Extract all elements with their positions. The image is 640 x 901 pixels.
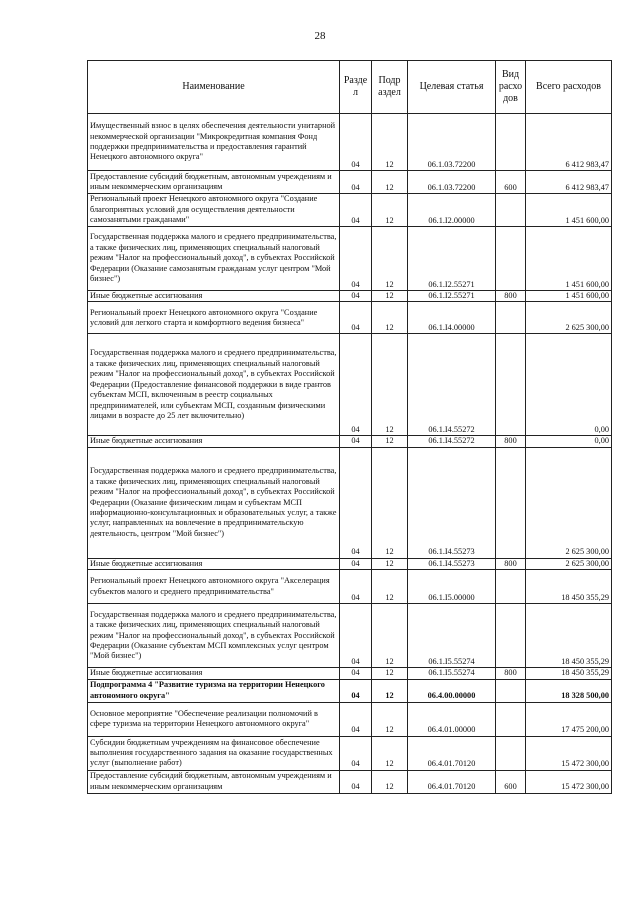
row-section-cell: 04 xyxy=(340,702,372,736)
row-subsection-cell: 12 xyxy=(372,227,408,291)
header-total: Всего расходов xyxy=(526,61,612,114)
row-expense-type-cell xyxy=(496,702,526,736)
row-name-cell: Иные бюджетные ассигнования xyxy=(88,668,340,679)
row-expense-type-cell: 600 xyxy=(496,171,526,194)
row-section-cell: 04 xyxy=(340,679,372,702)
row-expense-type-cell xyxy=(496,334,526,436)
row-subsection-cell: 12 xyxy=(372,194,408,227)
row-name-cell: Региональный проект Ненецкого автономного округа "Создание условий для легкого старта и комфортного ведения бизнеса" xyxy=(88,302,340,334)
row-total-cell: 1 451 600,00 xyxy=(526,194,612,227)
row-section-cell: 04 xyxy=(340,668,372,679)
row-name-cell: Подпрограмма 4 "Развитие туризма на территории Ненецкого автономного округа" xyxy=(88,679,340,702)
table-row xyxy=(88,570,612,604)
row-subsection-cell: 12 xyxy=(372,114,408,171)
row-expense-type-cell xyxy=(496,604,526,668)
row-subsection-cell: 12 xyxy=(372,736,408,770)
row-total-cell: 18 328 500,00 xyxy=(526,679,612,702)
row-target-cell: 06.1.I4.00000 xyxy=(408,302,496,334)
row-section-cell: 04 xyxy=(340,291,372,302)
row-expense-type-cell xyxy=(496,679,526,702)
row-target-cell: 06.1.I2.55271 xyxy=(408,227,496,291)
row-target-cell: 06.4.01.70120 xyxy=(408,770,496,793)
row-section-cell: 04 xyxy=(340,334,372,436)
row-total-cell: 2 625 300,00 xyxy=(526,447,612,558)
row-total-cell: 0,00 xyxy=(526,334,612,436)
row-expense-type-cell xyxy=(496,302,526,334)
header-name: Наименование xyxy=(88,61,340,114)
row-section-cell: 04 xyxy=(340,447,372,558)
row-total-cell: 6 412 983,47 xyxy=(526,114,612,171)
row-total-cell: 6 412 983,47 xyxy=(526,171,612,194)
row-name-cell: Имущественный взнос в целях обеспечения деятельности унитарной некоммерческой организации "Микрокредитная компания Фонд поддержки предпринимательства и предоставления гарантий Ненецкого автономного округа" xyxy=(88,114,340,171)
row-section-cell: 04 xyxy=(340,436,372,447)
header-section: Разде л xyxy=(340,61,372,114)
table-row xyxy=(88,302,612,334)
row-subsection-cell: 12 xyxy=(372,604,408,668)
row-subsection-cell: 12 xyxy=(372,447,408,558)
row-name-cell: Предоставление субсидий бюджетным, автономным учреждениям и иным некоммерческим организациям xyxy=(88,770,340,793)
header-expense-type: Вид расхо дов xyxy=(496,61,526,114)
table-row xyxy=(88,558,612,569)
row-target-cell: 06.1.03.72200 xyxy=(408,114,496,171)
row-total-cell: 2 625 300,00 xyxy=(526,558,612,569)
row-name-cell: Государственная поддержка малого и среднего предпринимательства, а также физических лиц, применяющих специальный налоговый режим "Налог на профессиональный доход", в субъектах Российской Федерации (Оказание физическим лицам и субъектам МСП информационно-консультационных и образовательных услуг, а также услуг, направленных на вовлечение в предпринимательскую деятельность, центром "Мой бизнес") xyxy=(88,447,340,558)
row-total-cell: 2 625 300,00 xyxy=(526,302,612,334)
row-subsection-cell: 12 xyxy=(372,171,408,194)
row-target-cell: 06.1.I5.00000 xyxy=(408,570,496,604)
row-expense-type-cell xyxy=(496,447,526,558)
row-total-cell: 15 472 300,00 xyxy=(526,770,612,793)
row-expense-type-cell: 800 xyxy=(496,291,526,302)
row-expense-type-cell: 800 xyxy=(496,558,526,569)
table-row xyxy=(88,334,612,436)
table-row xyxy=(88,668,612,679)
row-section-cell: 04 xyxy=(340,171,372,194)
row-total-cell: 1 451 600,00 xyxy=(526,227,612,291)
row-subsection-cell: 12 xyxy=(372,302,408,334)
row-target-cell: 06.1.I4.55273 xyxy=(408,558,496,569)
row-target-cell: 06.1.03.72200 xyxy=(408,171,496,194)
row-name-cell: Основное мероприятие "Обеспечение реализации полномочий в сфере туризма на территории Ненецкого автономного округа" xyxy=(88,702,340,736)
row-section-cell: 04 xyxy=(340,558,372,569)
row-target-cell: 06.1.I4.55272 xyxy=(408,334,496,436)
row-subsection-cell: 12 xyxy=(372,702,408,736)
row-subsection-cell: 12 xyxy=(372,334,408,436)
table-row xyxy=(88,604,612,668)
row-expense-type-cell xyxy=(496,114,526,171)
table-row xyxy=(88,702,612,736)
row-name-cell: Иные бюджетные ассигнования xyxy=(88,436,340,447)
row-target-cell: 06.1.I2.00000 xyxy=(408,194,496,227)
row-name-cell: Иные бюджетные ассигнования xyxy=(88,558,340,569)
table-row xyxy=(88,736,612,770)
row-expense-type-cell: 800 xyxy=(496,436,526,447)
row-subsection-cell: 12 xyxy=(372,558,408,569)
row-target-cell: 06.1.I4.55273 xyxy=(408,447,496,558)
row-section-cell: 04 xyxy=(340,736,372,770)
table-row xyxy=(88,447,612,558)
row-expense-type-cell xyxy=(496,227,526,291)
row-name-cell: Региональный проект Ненецкого автономного округа "Создание благоприятных условий для осуществления деятельности самозанятыми гражданами" xyxy=(88,194,340,227)
row-expense-type-cell: 600 xyxy=(496,770,526,793)
row-subsection-cell: 12 xyxy=(372,436,408,447)
row-target-cell: 06.1.I2.55271 xyxy=(408,291,496,302)
table-row xyxy=(88,194,612,227)
row-name-cell: Государственная поддержка малого и среднего предпринимательства, а также физических лиц, применяющих специальный налоговый режим "Налог на профессиональный доход", в субъектах Российской Федерации (Предоставление финансовой поддержки в виде грантов субъектам МСП, включенным в реестр социальных предпринимателей, или субъектам МСП, созданным физическими лицами в возрасте до 25 лет включительно) xyxy=(88,334,340,436)
table-row xyxy=(88,679,612,702)
row-subsection-cell: 12 xyxy=(372,570,408,604)
row-target-cell: 06.1.I5.55274 xyxy=(408,668,496,679)
row-expense-type-cell xyxy=(496,736,526,770)
row-total-cell: 1 451 600,00 xyxy=(526,291,612,302)
row-total-cell: 18 450 355,29 xyxy=(526,604,612,668)
row-total-cell: 0,00 xyxy=(526,436,612,447)
row-section-cell: 04 xyxy=(340,570,372,604)
table-header-row xyxy=(88,61,612,114)
header-subsection: Подр аздел xyxy=(372,61,408,114)
row-section-cell: 04 xyxy=(340,604,372,668)
row-expense-type-cell xyxy=(496,194,526,227)
row-name-cell: Предоставление субсидий бюджетным, автономным учреждениям и иным некоммерческим организациям xyxy=(88,171,340,194)
row-name-cell: Государственная поддержка малого и среднего предпринимательства, а также физических лиц, применяющих специальный налоговый режим "Налог на профессиональный доход", в субъектах Российской Федерации (Оказание субъектам МСП комплексных услуг центром "Мой бизнес") xyxy=(88,604,340,668)
row-total-cell: 18 450 355,29 xyxy=(526,668,612,679)
row-name-cell: Государственная поддержка малого и среднего предпринимательства, а также физических лиц, применяющих специальный налоговый режим "Налог на профессиональный доход", в субъектах Российской Федерации (Оказание самозанятым гражданам услуг центром "Мой бизнес") xyxy=(88,227,340,291)
row-target-cell: 06.1.I4.55272 xyxy=(408,436,496,447)
table-row xyxy=(88,227,612,291)
row-section-cell: 04 xyxy=(340,114,372,171)
row-subsection-cell: 12 xyxy=(372,679,408,702)
row-section-cell: 04 xyxy=(340,194,372,227)
row-target-cell: 06.4.01.00000 xyxy=(408,702,496,736)
row-subsection-cell: 12 xyxy=(372,291,408,302)
row-section-cell: 04 xyxy=(340,302,372,334)
budget-table xyxy=(87,60,612,794)
row-subsection-cell: 12 xyxy=(372,770,408,793)
table-row xyxy=(88,291,612,302)
table-row xyxy=(88,114,612,171)
row-name-cell: Региональный проект Ненецкого автономного округа "Акселерация субъектов малого и среднего предпринимательства" xyxy=(88,570,340,604)
table-row xyxy=(88,770,612,793)
row-section-cell: 04 xyxy=(340,227,372,291)
row-target-cell: 06.4.01.70120 xyxy=(408,736,496,770)
row-expense-type-cell: 800 xyxy=(496,668,526,679)
row-name-cell: Субсидии бюджетным учреждениям на финансовое обеспечение выполнения государственного задания на оказание государственных услуг (выполнение работ) xyxy=(88,736,340,770)
row-section-cell: 04 xyxy=(340,770,372,793)
table-row xyxy=(88,436,612,447)
row-name-cell: Иные бюджетные ассигнования xyxy=(88,291,340,302)
page-number: 28 xyxy=(314,30,326,42)
row-subsection-cell: 12 xyxy=(372,668,408,679)
row-target-cell: 06.4.00.00000 xyxy=(408,679,496,702)
row-target-cell: 06.1.I5.55274 xyxy=(408,604,496,668)
row-total-cell: 18 450 355,29 xyxy=(526,570,612,604)
header-target: Целевая статья xyxy=(408,61,496,114)
table-row xyxy=(88,171,612,194)
row-total-cell: 17 475 200,00 xyxy=(526,702,612,736)
row-total-cell: 15 472 300,00 xyxy=(526,736,612,770)
row-expense-type-cell xyxy=(496,570,526,604)
